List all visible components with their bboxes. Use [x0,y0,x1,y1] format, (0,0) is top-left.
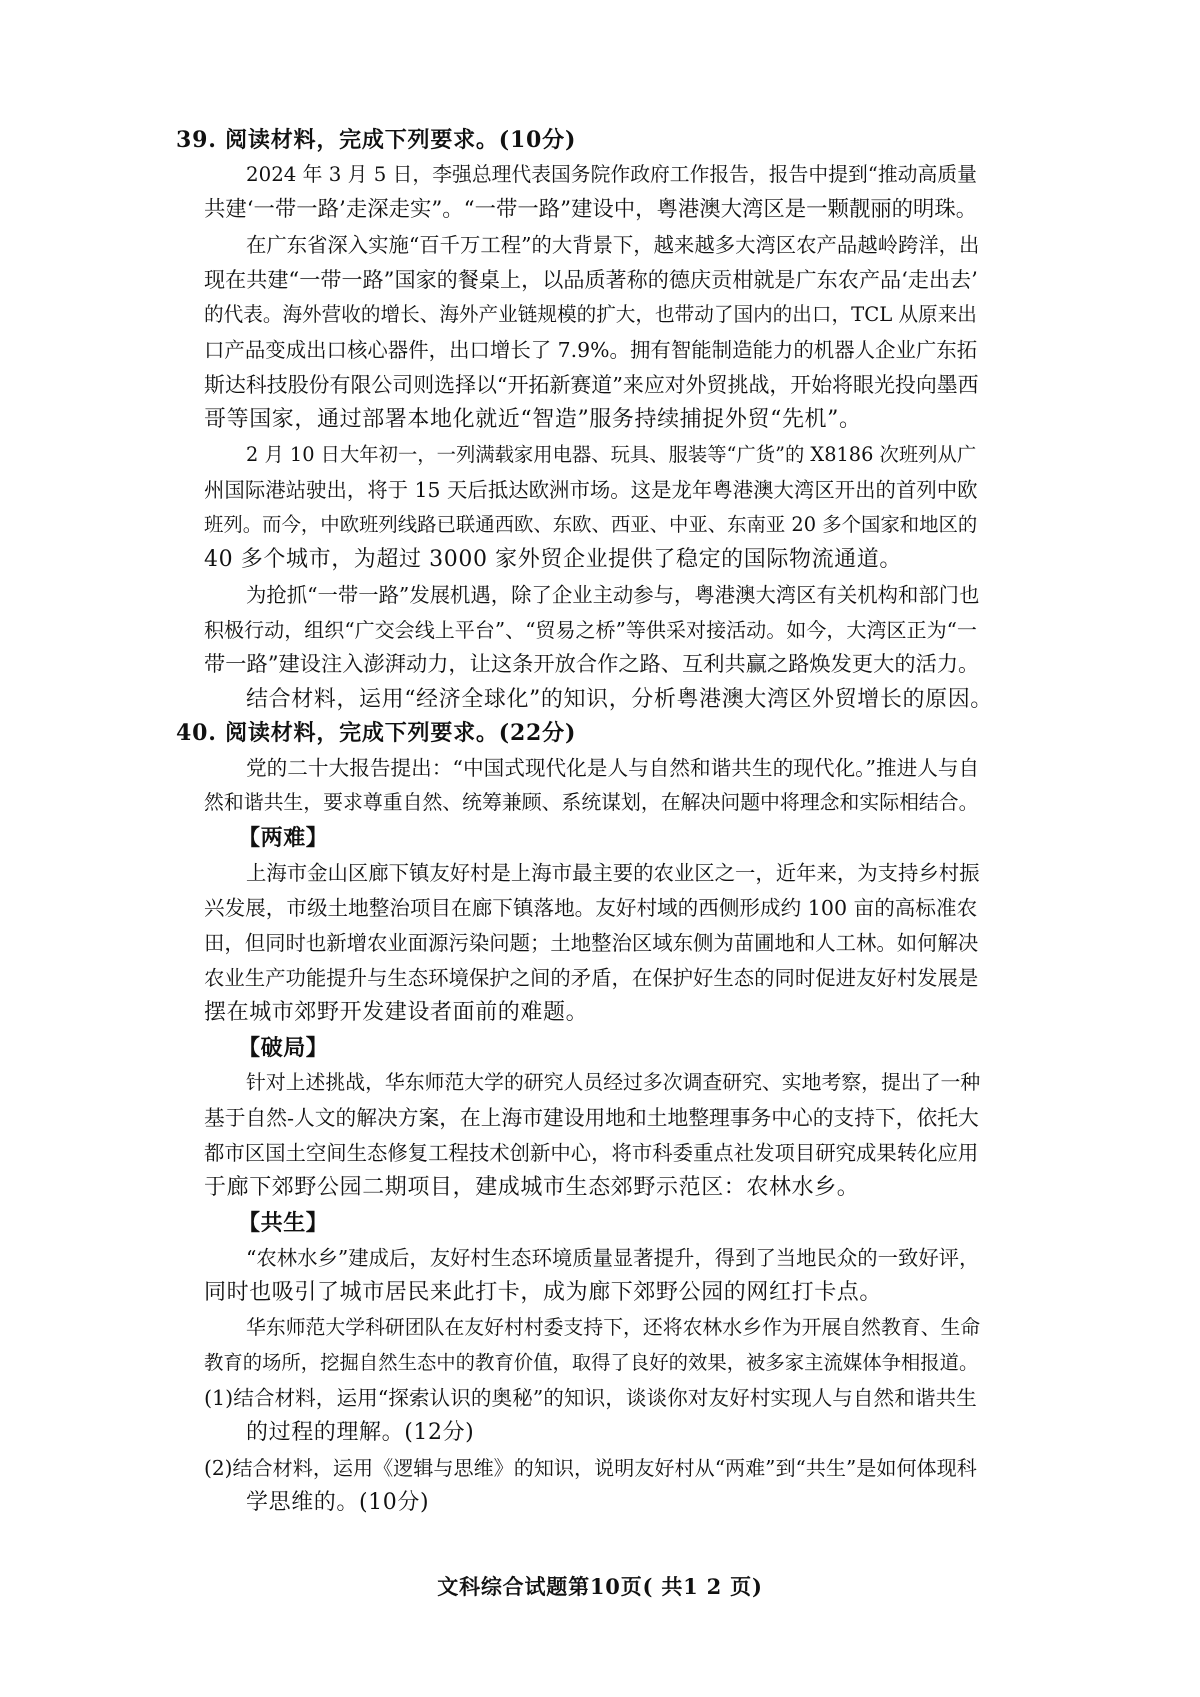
lianan-line: 农业生产功能提升与生态环境保护之间的矛盾，在保护好生态的同时促进友好村发展是 [204,966,979,990]
q39-paragraph-line: 40 多个城市，为超过 3000 家外贸企业提供了稳定的国际物流通道。 [204,547,902,572]
poju-line: 基于自然-人文的解决方案，在上海市建设用地和土地整理事务中心的支持下，依托大 [204,1106,979,1130]
q39-paragraph-line: 班列。而今，中欧班列线路已联通西欧、东欧、西亚、中亚、东南亚 20 多个国家和地区的 [204,513,978,536]
gongsheng-line: 同时也吸引了城市居民来此打卡，成为廊下郊野公园的网红打卡点。 [204,1280,883,1305]
poju-line: 于廊下郊野公园二期项目，建成城市生态郊野示范区：农林水乡。 [204,1175,860,1200]
q40-intro-line: 然和谐共生，要求尊重自然、统筹兼顾、系统谋划，在解决问题中将理念和实际相结合。 [204,791,979,814]
question-40-heading: 40. 阅读材料，完成下列要求。(22分) [176,720,577,746]
q39-paragraph-line: 的代表。海外营收的增长、海外产业链规模的扩大，也带动了国内的出口，TCL 从原来出 [204,303,977,326]
lianan-line: 摆在城市郊野开发建设者面前的难题。 [204,1000,589,1025]
poju-line: 针对上述挑战，华东师范大学的研究人员经过多次调查研究、实地考察，提出了一种 [246,1071,981,1094]
lianan-line: 田，但同时也新增农业面源污染问题；土地整治区域东侧为苗圃地和人工林。如何解决 [204,931,979,955]
gongsheng-line: “农林水乡”建成后，友好村生态环境质量显著提升，得到了当地民众的一致好评， [246,1246,980,1270]
poju-line: 都市区国土空间生态修复工程技术创新中心，将市科委重点社发项目研究成果转化应用 [204,1141,979,1165]
section-tag-poju: 【破局】 [238,1035,329,1061]
q39-paragraph-line: 在广东省深入实施“百千万工程”的大背景下，越来越多大湾区农产品越岭跨洋，出 [246,233,980,257]
q39-paragraph-line: 2024 年 3 月 5 日，李强总理代表国务院作政府工作报告，报告中提到“推动高质量 [246,163,977,186]
q39-paragraph-line: 州国际港站驶出，将于 15 天后抵达欧洲市场。这是龙年粤港澳大湾区开出的首列中欧 [204,478,978,502]
q39-paragraph-line: 带一路”建设注入澎湃动力，让这条开放合作之路、互利共赢之路焕发更大的活力。 [204,652,980,677]
lianan-line: 兴发展，市级土地整治项目在廊下镇落地。友好村域的西侧形成约 100 亩的高标准农 [204,896,978,920]
subquestion-1-line: 的过程的理解。(12分) [246,1420,475,1445]
lianan-line: 上海市金山区廊下镇友好村是上海市最主要的农业区之一，近年来，为支持乡村振 [246,861,980,885]
q39-paragraph-line: 斯达科技股份有限公司则选择以“开拓新赛道”来应对外贸挑战，开始将眼光投向墨西 [204,373,979,397]
page-footer: 文科综合试题第10页( 共1 2 页) [437,1574,763,1599]
q39-paragraph-line: 共建‘一带一路’走深走实”。“一带一路”建设中，粤港澳大湾区是一颗靓丽的明珠。 [204,197,978,222]
q40-intro-line: 党的二十大报告提出：“中国式现代化是人与自然和谐共生的现代化。”推进人与自 [246,756,980,780]
gongsheng-line: 教育的场所，挖掘自然生态中的教育价值，取得了良好的效果，被多家主流媒体争相报道。 [204,1351,979,1374]
q39-task-line: 结合材料，运用“经济全球化”的知识，分析粤港澳大湾区外贸增长的原因。 [246,687,993,712]
subquestion-2-line: (2)结合材料，运用《逻辑与思维》的知识，说明友好村从“两难”到“共生”是如何体现科 [204,1456,977,1480]
q39-paragraph-line: 口产品变成出口核心器件，出口增长了 7.9%。拥有智能制造能力的机器人企业广东拓 [204,338,978,362]
subquestion-2-line: 学思维的。(10分) [246,1490,430,1515]
question-39-heading: 39. 阅读材料，完成下列要求。(10分) [176,127,577,153]
section-tag-lianan: 【两难】 [238,825,329,851]
q39-paragraph-line: 为抢抓“一带一路”发展机遇，除了企业主动参与，粤港澳大湾区有关机构和部门也 [246,583,980,607]
q39-paragraph-line: 2 月 10 日大年初一，一列满载家用电器、玩具、服装等“广货”的 X8186 次班列从广 [246,443,977,466]
subquestion-1-line: (1)结合材料，运用“探索认识的奥秘”的知识，谈谈你对友好村实现人与自然和谐共生 [204,1386,977,1410]
q39-paragraph-line: 现在共建“一带一路”国家的餐桌上，以品质著称的德庆贡柑就是广东农产品‘走出去’ [204,267,978,292]
section-tag-gongsheng: 【共生】 [238,1210,329,1236]
gongsheng-line: 华东师范大学科研团队在友好村村委支持下，还将农林水乡作为开展自然教育、生命 [246,1316,981,1339]
q39-paragraph-line: 哥等国家，通过部署本地化就近“智造”服务持续捕捉外贸“先机”。 [204,407,862,432]
q39-paragraph-line: 积极行动，组织“广交会线上平台”、“贸易之桥”等供采对接活动。如今，大湾区正为“一 [204,618,977,642]
